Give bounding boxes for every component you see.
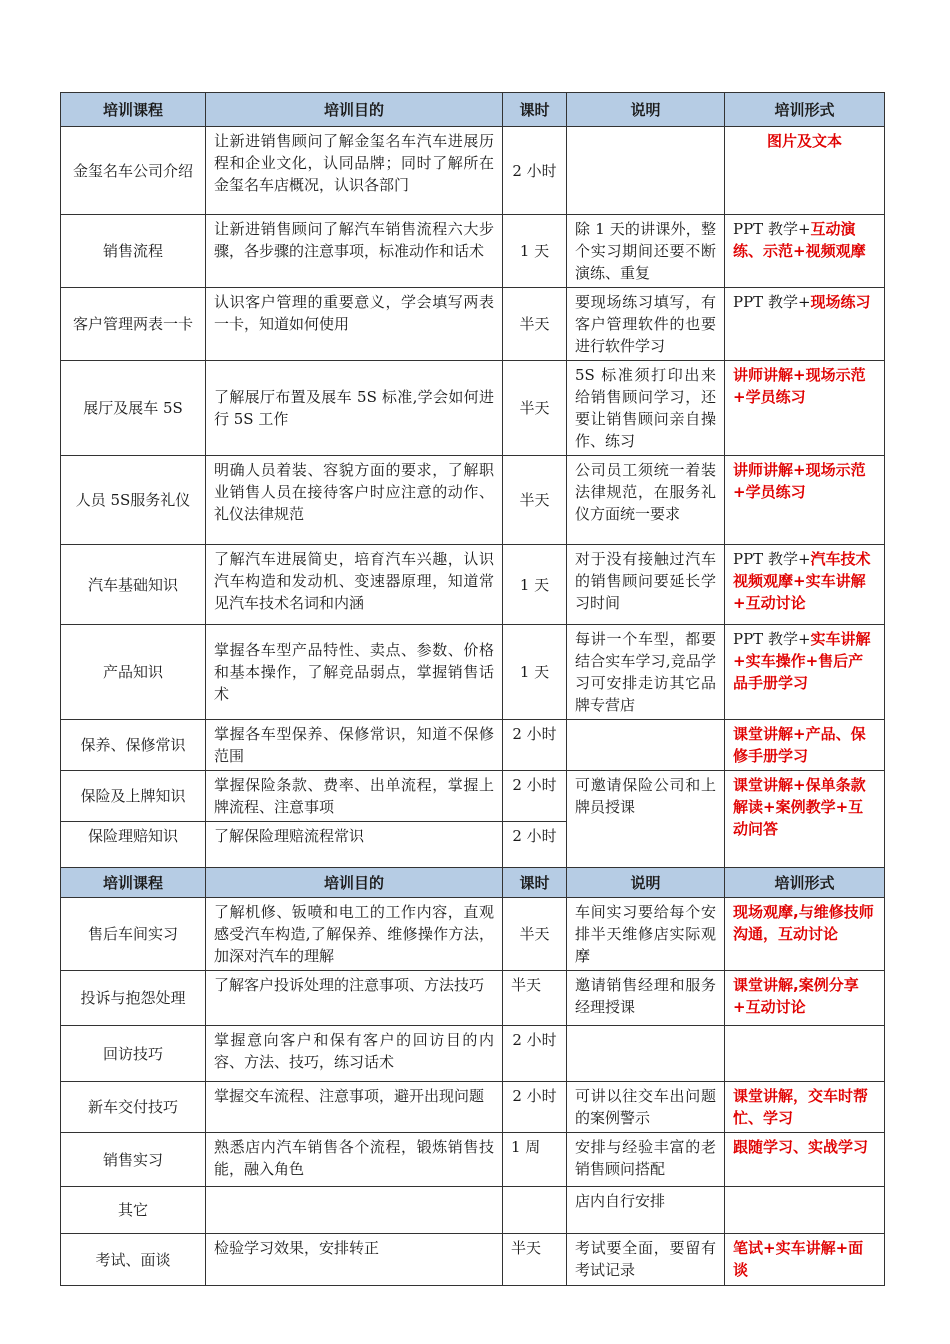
table-row: [61, 720, 885, 771]
course-cell: 新车交付技巧: [61, 1082, 206, 1133]
purpose-cell: 掌握意向客户和保有客户的回访目的内容、方法、技巧，练习话术: [206, 1026, 503, 1082]
note-cell: 邀请销售经理和服务经理授课: [567, 971, 725, 1026]
course-cell: 保养、保修常识: [61, 720, 206, 771]
hours-cell: 半天: [503, 456, 567, 545]
header-note: 说明: [567, 868, 725, 898]
table-row: [61, 971, 885, 1026]
table-row: [61, 361, 885, 456]
table-header-row: [61, 868, 885, 898]
header-hours: 课时: [503, 93, 567, 127]
purpose-cell: 掌握交车流程、注意事项，避开出现问题: [206, 1082, 503, 1133]
form-cell: [725, 215, 885, 288]
note-cell: [567, 1026, 725, 1082]
form-highlight: 讲师讲解+现场示范+学员练习: [733, 366, 866, 406]
header-form: 培训形式: [725, 93, 885, 127]
hours-cell: 2 小时: [503, 822, 567, 868]
note-cell: 可讲以往交车出问题的案例警示: [567, 1082, 725, 1133]
hours-cell: 1 天: [503, 215, 567, 288]
table-header-row: [61, 93, 885, 127]
table-row: [61, 545, 885, 625]
note-cell: 车间实习要给每个安排半天维修店实际观摩: [567, 898, 725, 971]
header-purpose: 培训目的: [206, 868, 503, 898]
form-highlight: 跟随学习、实战学习: [733, 1138, 869, 1156]
hours-cell: 1 天: [503, 625, 567, 720]
note-cell: [567, 127, 725, 215]
form-highlight: 互动演练、示范+视频观摩: [733, 220, 866, 260]
header-purpose: 培训目的: [206, 93, 503, 127]
table-row: [61, 1133, 885, 1187]
form-highlight: 课堂讲解,案例分享+互动讨论: [733, 976, 859, 1016]
form-cell: [725, 1026, 885, 1082]
form-highlight: 笔试+实车讲解+面谈: [733, 1239, 864, 1279]
form-highlight: 现场练习: [810, 293, 871, 311]
purpose-cell: [206, 1187, 503, 1234]
hours-cell: 半天: [503, 361, 567, 456]
form-plain: PPT 教学+: [733, 550, 811, 568]
note-cell: 可邀请保险公司和上牌员授课: [567, 771, 725, 868]
hours-cell: 半天: [503, 1234, 567, 1286]
table-row: [61, 771, 885, 822]
course-cell: 金玺名车公司介绍: [61, 127, 206, 215]
course-cell: 考试、面谈: [61, 1234, 206, 1286]
table-row: [61, 1234, 885, 1286]
note-cell: 除 1 天的讲课外，整个实习期间还要不断演练、重复: [567, 215, 725, 288]
form-cell: [725, 898, 885, 971]
purpose-cell: 掌握各车型保养、保修常识，知道不保修范围: [206, 720, 503, 771]
note-cell: 店内自行安排: [567, 1187, 725, 1234]
hours-cell: 半天: [503, 898, 567, 971]
form-highlight: 汽车技术视频观摩+实车讲解+互动讨论: [733, 550, 871, 612]
note-cell: 对于没有接触过汽车的销售顾问要延长学习时间: [567, 545, 725, 625]
note-cell: [567, 720, 725, 771]
form-cell: [725, 127, 885, 215]
course-cell: 人员 5S服务礼仪: [61, 456, 206, 545]
form-cell: [725, 361, 885, 456]
purpose-cell: 让新进销售顾问了解汽车销售流程六大步骤，各步骤的注意事项，标准动作和话术: [206, 215, 503, 288]
purpose-cell: 认识客户管理的重要意义，学会填写两表一卡，知道如何使用: [206, 288, 503, 361]
form-cell: [725, 545, 885, 625]
hours-cell: [503, 1187, 567, 1234]
note-cell: 公司员工须统一着装法律规范，在服务礼仪方面统一要求: [567, 456, 725, 545]
course-cell: [61, 288, 206, 361]
course-cell: 销售流程: [61, 215, 206, 288]
purpose-cell: 了解客户投诉处理的注意事项、方法技巧: [206, 971, 503, 1026]
purpose-cell: 了解保险理赔流程常识: [206, 822, 503, 868]
hours-cell: 1 周: [503, 1133, 567, 1187]
hours-cell: 2 小时: [503, 127, 567, 215]
hours-cell: 2 小时: [503, 1026, 567, 1082]
form-cell: [725, 1234, 885, 1286]
course-cell: 保险及上牌知识: [61, 771, 206, 822]
purpose-cell: 了解机修、钣喷和电工的工作内容，直观感受汽车构造,了解保养、维修操作方法，加深对汽车的理解: [206, 898, 503, 971]
table-row: [61, 1187, 885, 1234]
form-plain: PPT 教学+: [733, 220, 811, 238]
course-cell: 投诉与抱怨处理: [61, 971, 206, 1026]
form-cell: [725, 1082, 885, 1133]
header-form: 培训形式: [725, 868, 885, 898]
form-highlight: 讲师讲解+现场示范+学员练习: [733, 461, 866, 501]
header-hours: 课时: [503, 868, 567, 898]
form-cell: [725, 1187, 885, 1234]
purpose-cell: 让新进销售顾问了解金玺名车汽车进展历程和企业文化，认同品牌；同时了解所在金玺名车店概况，认识各部门: [206, 127, 503, 215]
form-cell: [725, 771, 885, 868]
table-row: [61, 1026, 885, 1082]
hours-cell: 2 小时: [503, 771, 567, 822]
purpose-cell: 检验学习效果，安排转正: [206, 1234, 503, 1286]
table-row: [61, 127, 885, 215]
form-highlight: 现场观摩,与维修技师沟通，互动讨论: [733, 903, 874, 943]
form-cell: [725, 971, 885, 1026]
hours-cell: 半天: [503, 288, 567, 361]
form-highlight: 实车讲解+实车操作+售后产品手册学习: [733, 630, 871, 692]
header-course: 培训课程: [61, 93, 206, 127]
note-cell: 要现场练习填写，有客户管理软件的也要进行软件学习: [567, 288, 725, 361]
note-cell: 安排与经验丰富的老销售顾问搭配: [567, 1133, 725, 1187]
purpose-cell: 明确人员着装、容貌方面的要求，了解职业销售人员在接待客户时应注意的动作、礼仪法律规范: [206, 456, 503, 545]
header-note: 说明: [567, 93, 725, 127]
course-line: 客户管理两表一卡: [72, 315, 193, 333]
table-row: [61, 625, 885, 720]
purpose-cell: 了解汽车进展简史，培育汽车兴趣，认识汽车构造和发动机、变速器原理，知道常见汽车技术名词和内涵: [206, 545, 503, 625]
course-cell: 其它: [61, 1187, 206, 1234]
form-plain: PPT 教学+: [733, 293, 811, 311]
form-highlight: 课堂讲解，交车时帮忙、学习: [733, 1087, 869, 1127]
note-cell: 考试要全面，要留有考试记录: [567, 1234, 725, 1286]
course-cell: 展厅及展车 5S: [61, 361, 206, 456]
form-cell: [725, 720, 885, 771]
header-course: 培训课程: [61, 868, 206, 898]
table-row: [61, 1082, 885, 1133]
table-row: [61, 456, 885, 545]
form-plain: PPT 教学+: [733, 630, 811, 648]
purpose-cell: 了解展厅布置及展车 5S 标准,学会如何进行 5S 工作: [206, 361, 503, 456]
purpose-cell: 掌握各车型产品特性、卖点、参数、价格和基本操作，了解竞品弱点，掌握销售话术: [206, 625, 503, 720]
form-highlight: 图片及文本: [766, 132, 842, 150]
form-cell: [725, 1133, 885, 1187]
form-cell: [725, 625, 885, 720]
course-cell: 回访技巧: [61, 1026, 206, 1082]
form-cell: [725, 288, 885, 361]
course-cell: 汽车基础知识: [61, 545, 206, 625]
form-highlight: 课堂讲解+保单条款解读+案例教学+互动问答: [733, 776, 866, 838]
hours-cell: 2 小时: [503, 1082, 567, 1133]
table-row: [61, 288, 885, 361]
course-cell: 保险理赔知识: [61, 822, 206, 868]
note-cell: 每讲一个车型，都要结合实车学习,竞品学习可安排走访其它品牌专营店: [567, 625, 725, 720]
course-cell: 售后车间实习: [61, 898, 206, 971]
course-cell: 销售实习: [61, 1133, 206, 1187]
hours-cell: 半天: [503, 971, 567, 1026]
table-row: [61, 215, 885, 288]
note-cell: 5S 标准须打印出来给销售顾问学习，还要让销售顾问亲自操作、练习: [567, 361, 725, 456]
purpose-cell: 熟悉店内汽车销售各个流程，锻炼销售技能，融入角色: [206, 1133, 503, 1187]
hours-cell: 1 天: [503, 545, 567, 625]
table-row: [61, 898, 885, 971]
hours-cell: 2 小时: [503, 720, 567, 771]
course-cell: 产品知识: [61, 625, 206, 720]
form-highlight: 课堂讲解+产品、保修手册学习: [733, 725, 866, 765]
form-cell: [725, 456, 885, 545]
purpose-cell: 掌握保险条款、费率、出单流程，掌握上牌流程、注意事项: [206, 771, 503, 822]
training-table: [60, 92, 885, 1286]
